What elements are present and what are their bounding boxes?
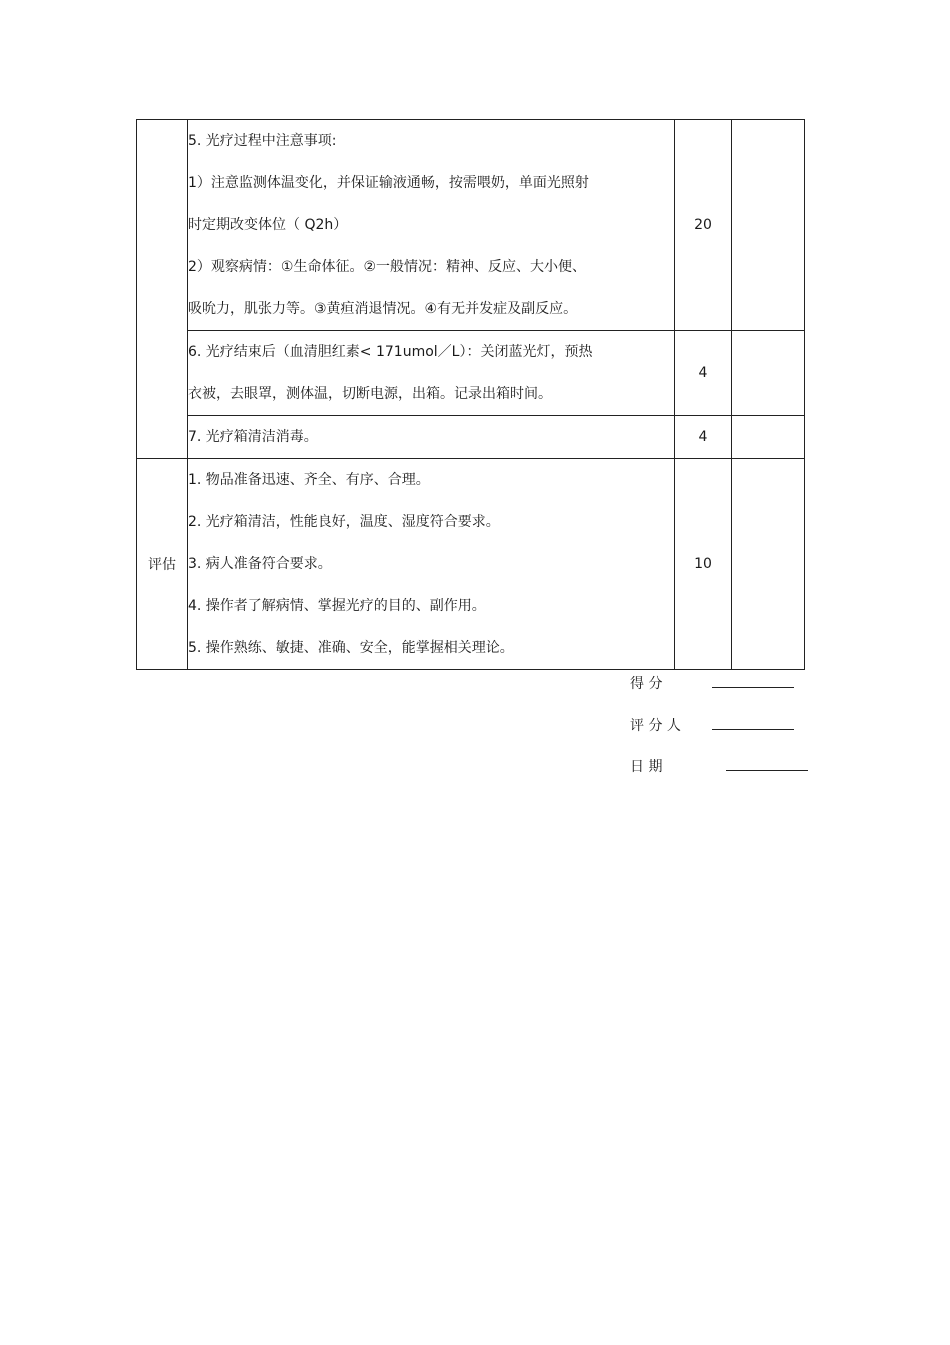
score-cell: 4	[675, 331, 732, 416]
item-line: 3. 病人准备符合要求。	[188, 556, 332, 572]
item-line: 吸吮力，肌张力等。③黄疸消退情况。④有无并发症及副反应。	[188, 301, 578, 317]
table-row	[137, 459, 805, 670]
score-cell: 10	[675, 459, 732, 670]
grader-blank[interactable]	[712, 715, 794, 730]
item-line: 1. 物品准备迅速、齐全、有序、合理。	[188, 472, 430, 488]
item-line: 7. 光疗箱清洁消毒。	[188, 429, 318, 445]
item-line: 1）注意监测体温变化，并保证输液通畅，按需喂奶，单面光照射	[188, 175, 589, 191]
table-row	[137, 331, 805, 416]
table-row	[137, 120, 805, 331]
score-cell: 4	[675, 416, 732, 459]
item-line: 4. 操作者了解病情、掌握光疗的目的、副作用。	[188, 598, 486, 614]
deduction-cell	[732, 416, 805, 459]
grader-signature-row	[630, 715, 794, 735]
score-signature-row	[630, 673, 794, 693]
deduction-cell	[732, 459, 805, 670]
score-blank[interactable]	[712, 673, 794, 688]
item-content	[188, 416, 675, 459]
score-cell: 20	[675, 120, 732, 331]
date-signature-row	[630, 756, 808, 776]
category-cell	[137, 120, 188, 459]
deduction-cell	[732, 331, 805, 416]
scoring-table	[136, 119, 805, 670]
table-row	[137, 416, 805, 459]
deduction-cell	[732, 120, 805, 331]
item-line: 2）观察病情：①生命体征。②一般情况：精神、反应、大小便、	[188, 259, 587, 275]
item-content	[188, 331, 675, 416]
item-line: 5. 操作熟练、敏捷、准确、安全，能掌握相关理论。	[188, 640, 514, 656]
category-cell: 评估	[137, 459, 188, 670]
item-content	[188, 120, 675, 331]
grader-label: 评 分 人	[630, 718, 681, 734]
item-content	[188, 459, 675, 670]
item-line: 5. 光疗过程中注意事项:	[188, 133, 337, 149]
date-blank[interactable]	[726, 756, 808, 771]
item-line: 衣被，去眼罩，测体温，切断电源，出箱。记录出箱时间。	[188, 386, 552, 402]
score-label: 得 分	[630, 676, 663, 692]
date-label: 日 期	[630, 759, 663, 775]
item-line: 2. 光疗箱清洁，性能良好，温度、湿度符合要求。	[188, 514, 500, 530]
item-line: 6. 光疗结束后（血清胆红素< 171umol／L）：关闭蓝光灯，预热	[188, 344, 593, 360]
item-line: 时定期改变体位（ Q2h）	[188, 217, 348, 233]
